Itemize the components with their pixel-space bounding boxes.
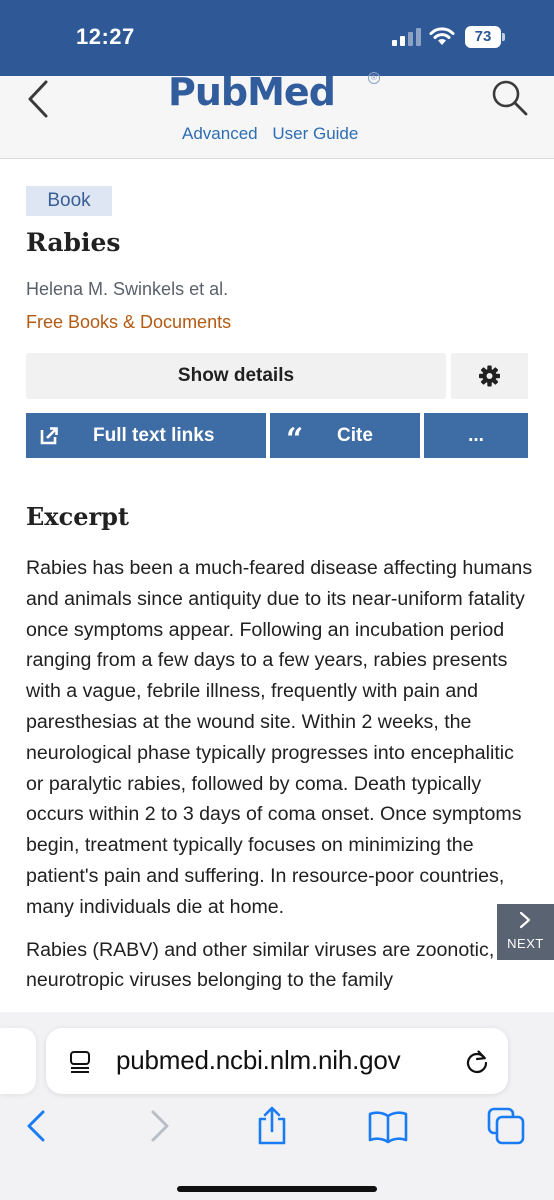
cellular-signal-icon <box>392 28 422 46</box>
quote-icon: “ <box>286 422 304 457</box>
excerpt-paragraph: Rabies (RABV) and other similar viruses are zoonotic, neurotropic viruses belonging to the family <box>26 938 495 992</box>
status-time: 12:27 <box>76 24 135 49</box>
external-link-icon <box>38 413 60 475</box>
advanced-link[interactable]: Advanced <box>182 124 258 143</box>
wifi-icon <box>428 24 456 48</box>
article-title: Rabies <box>26 228 121 257</box>
user-guide-link[interactable]: User Guide <box>272 124 359 143</box>
url-text[interactable]: pubmed.ncbi.nlm.nih.gov <box>116 1045 401 1075</box>
gear-icon <box>451 353 528 399</box>
back-button[interactable] <box>20 78 60 122</box>
header-links <box>182 124 368 144</box>
back-icon[interactable] <box>18 1106 58 1146</box>
cite-label: Cite <box>337 425 373 446</box>
chevron-right-icon <box>497 910 554 930</box>
battery-level: 73 <box>465 26 501 48</box>
full-text-links-button[interactable] <box>26 413 266 458</box>
next-article-button[interactable] <box>497 904 554 960</box>
excerpt-body <box>26 553 534 1008</box>
forward-icon[interactable] <box>138 1106 178 1146</box>
tabs-icon[interactable] <box>486 1106 526 1146</box>
cite-button[interactable] <box>270 413 420 458</box>
chevron-left-icon <box>20 78 60 122</box>
registered-mark: ® <box>368 72 380 84</box>
battery-icon <box>465 26 505 48</box>
status-bar <box>0 0 554 76</box>
full-text-links-label: Full text links <box>93 425 215 446</box>
excerpt-heading: Excerpt <box>26 502 129 531</box>
next-label: NEXT <box>507 936 544 951</box>
display-settings-button[interactable] <box>451 353 528 399</box>
home-indicator[interactable] <box>177 1186 377 1192</box>
article-source[interactable]: Free Books & Documents <box>26 312 232 332</box>
page-menu-icon[interactable] <box>68 1050 92 1074</box>
logo-text: PubMed <box>168 70 335 114</box>
article-authors[interactable]: Helena M. Swinkels et al. <box>26 279 229 299</box>
excerpt-paragraph: Rabies has been a much-feared disease affecting humans and animals since antiquity due to its near-uniform fatality once symptoms appear. Following an incubation period ranging from a few days to a few years, rabies presents with a vague, febrile illness, frequently with pain and paresthesias at the wound site. Within 2 weeks, the neurological phase typically progresses into encephalitic or paralytic rabies, followed by coma. Death typically occurs within 2 to 3 days of coma onset. Once symptoms begin, treatment typically focuses on minimizing the patient's pain and suffering. In resource-poor countries, many individuals die at home. <box>26 557 533 918</box>
more-actions-button[interactable]: ... <box>424 413 528 458</box>
search-button[interactable] <box>486 76 530 120</box>
pubmed-header <box>0 70 554 159</box>
bookmarks-icon[interactable] <box>368 1106 408 1146</box>
search-icon <box>486 76 530 120</box>
pubmed-logo[interactable] <box>168 70 388 114</box>
show-details-button[interactable]: Show details <box>26 353 446 399</box>
publication-type-badge: Book <box>26 186 112 216</box>
reload-icon[interactable] <box>464 1048 490 1074</box>
address-bar[interactable] <box>46 1028 508 1094</box>
previous-tab-peek[interactable] <box>0 1028 36 1094</box>
share-icon[interactable] <box>252 1106 292 1146</box>
